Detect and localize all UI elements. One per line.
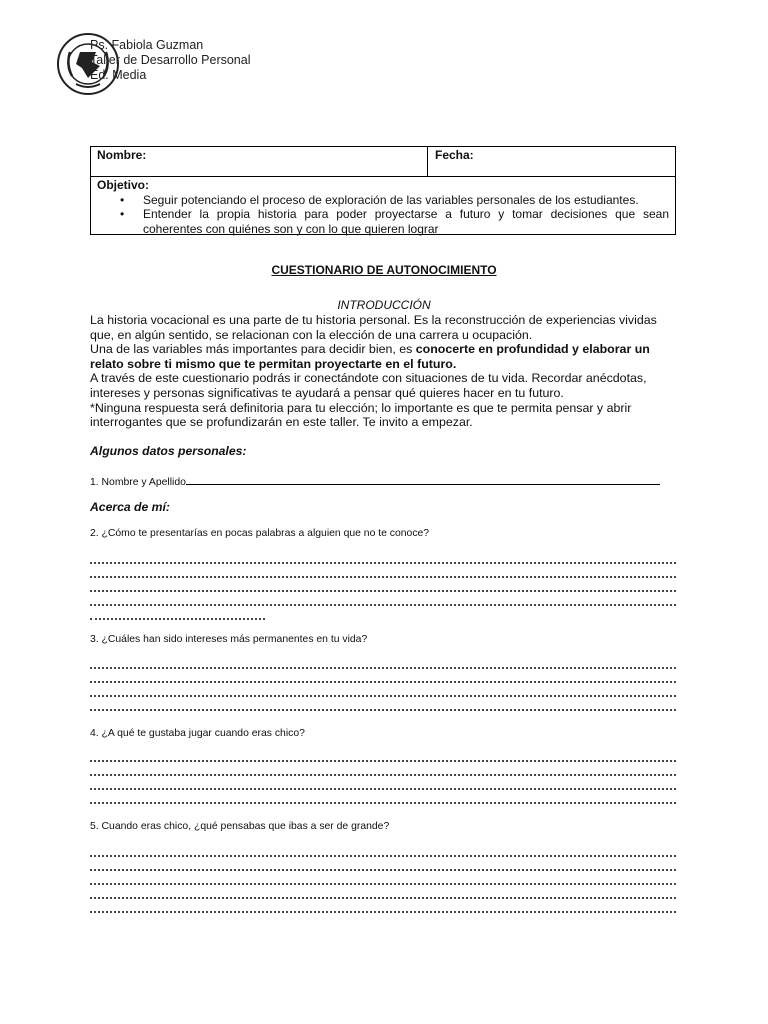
question-4: 4. ¿A qué te gustaba jugar cuando eras chico? (90, 728, 305, 739)
answer-line[interactable] (90, 774, 676, 776)
bullet-icon: • (120, 192, 125, 207)
objetivo-label: Objetivo: (97, 178, 150, 192)
intro-paragraph: *Ninguna respuesta será definitoria para tu elección; lo importante es que te permita pensar y abrir interrogantes que se profundizarán en este taller. Te invito a empezar. (90, 400, 632, 430)
answer-line[interactable] (90, 562, 676, 564)
answer-line[interactable] (90, 590, 676, 592)
objetivo-text: Seguir potenciando el proceso de exploración de las variables personales de los estudiantes. (143, 192, 639, 207)
objetivo-text: Entender la propia historia para poder proyectarse a futuro y tomar decisiones que sean coherentes con quiénes son y con lo que quieren lograr (143, 207, 669, 236)
answer-line[interactable] (90, 667, 676, 669)
intro-paragraph (90, 342, 680, 371)
nombre-label: Nombre: (97, 148, 147, 162)
answer-line[interactable] (90, 897, 676, 899)
header-text (90, 38, 251, 83)
header-line-psychologist: Ps. Fabiola Guzman (90, 38, 204, 52)
intro-paragraph: A través de este cuestionario podrás ir conectándote con situaciones de tu vida. Recordar anécdotas, intereses y personas significativas te ayudará a pensar qué quieres hacer en tu futuro. (90, 371, 647, 400)
intro-heading: INTRODUCCIÓN (337, 298, 431, 312)
intro-text: Una de las variables más importantes para decidir bien, es (90, 342, 416, 357)
question-2: 2. ¿Cómo te presentarías en pocas palabras a alguien que no te conoce? (90, 528, 430, 539)
intro-paragraph: La historia vocacional es una parte de tu historia personal. Es la reconstrucción de experiencias vividas que, en algún sentido, se relacionan con la elección de una carrera u ocupación. (90, 313, 657, 342)
question-3: 3. ¿Cuáles han sido intereses más permanentes en tu vida? (90, 634, 368, 645)
answer-line[interactable] (90, 802, 676, 804)
answer-line[interactable] (90, 618, 265, 620)
intro-emphasis: conocerte en profundidad y elaborar un relato sobre ti mismo que te permitan proyectarte en el futuro. (90, 342, 650, 371)
answer-line[interactable] (90, 911, 676, 913)
objetivo-list (97, 193, 669, 237)
answer-line[interactable] (90, 855, 676, 857)
page-title: CUESTIONARIO DE AUTONOCIMIENTO (271, 263, 497, 277)
fecha-label: Fecha: (435, 148, 474, 162)
objetivo-item (97, 207, 669, 236)
objetivo-cell (91, 177, 675, 234)
section-acerca-de-mi: Acerca de mí: (90, 500, 170, 514)
question-1 (90, 474, 660, 488)
answer-line[interactable] (90, 788, 676, 790)
answer-line[interactable] (90, 576, 676, 578)
answer-line[interactable] (90, 883, 676, 885)
info-table (90, 146, 676, 235)
objetivo-item (97, 193, 669, 208)
fecha-field[interactable] (428, 147, 675, 176)
info-table-row-1 (91, 147, 675, 177)
header-line-level: Ed. Media (90, 68, 147, 82)
answer-line[interactable] (90, 709, 676, 711)
answer-line[interactable] (90, 869, 676, 871)
answer-line[interactable] (90, 695, 676, 697)
answer-line[interactable] (90, 760, 676, 762)
header-line-workshop: Taller de Desarrollo Personal (90, 53, 251, 67)
question-5: 5. Cuando eras chico, ¿qué pensabas que ibas a ser de grande? (90, 821, 390, 832)
nombre-field[interactable] (91, 147, 428, 176)
question-1-label: 1. Nombre y Apellido (90, 477, 186, 488)
intro-body (90, 313, 680, 430)
bullet-icon: • (120, 207, 125, 221)
answer-line[interactable] (90, 681, 676, 683)
name-answer-line[interactable] (186, 474, 660, 485)
section-datos-personales: Algunos datos personales: (90, 444, 247, 458)
answer-line[interactable] (90, 604, 676, 606)
